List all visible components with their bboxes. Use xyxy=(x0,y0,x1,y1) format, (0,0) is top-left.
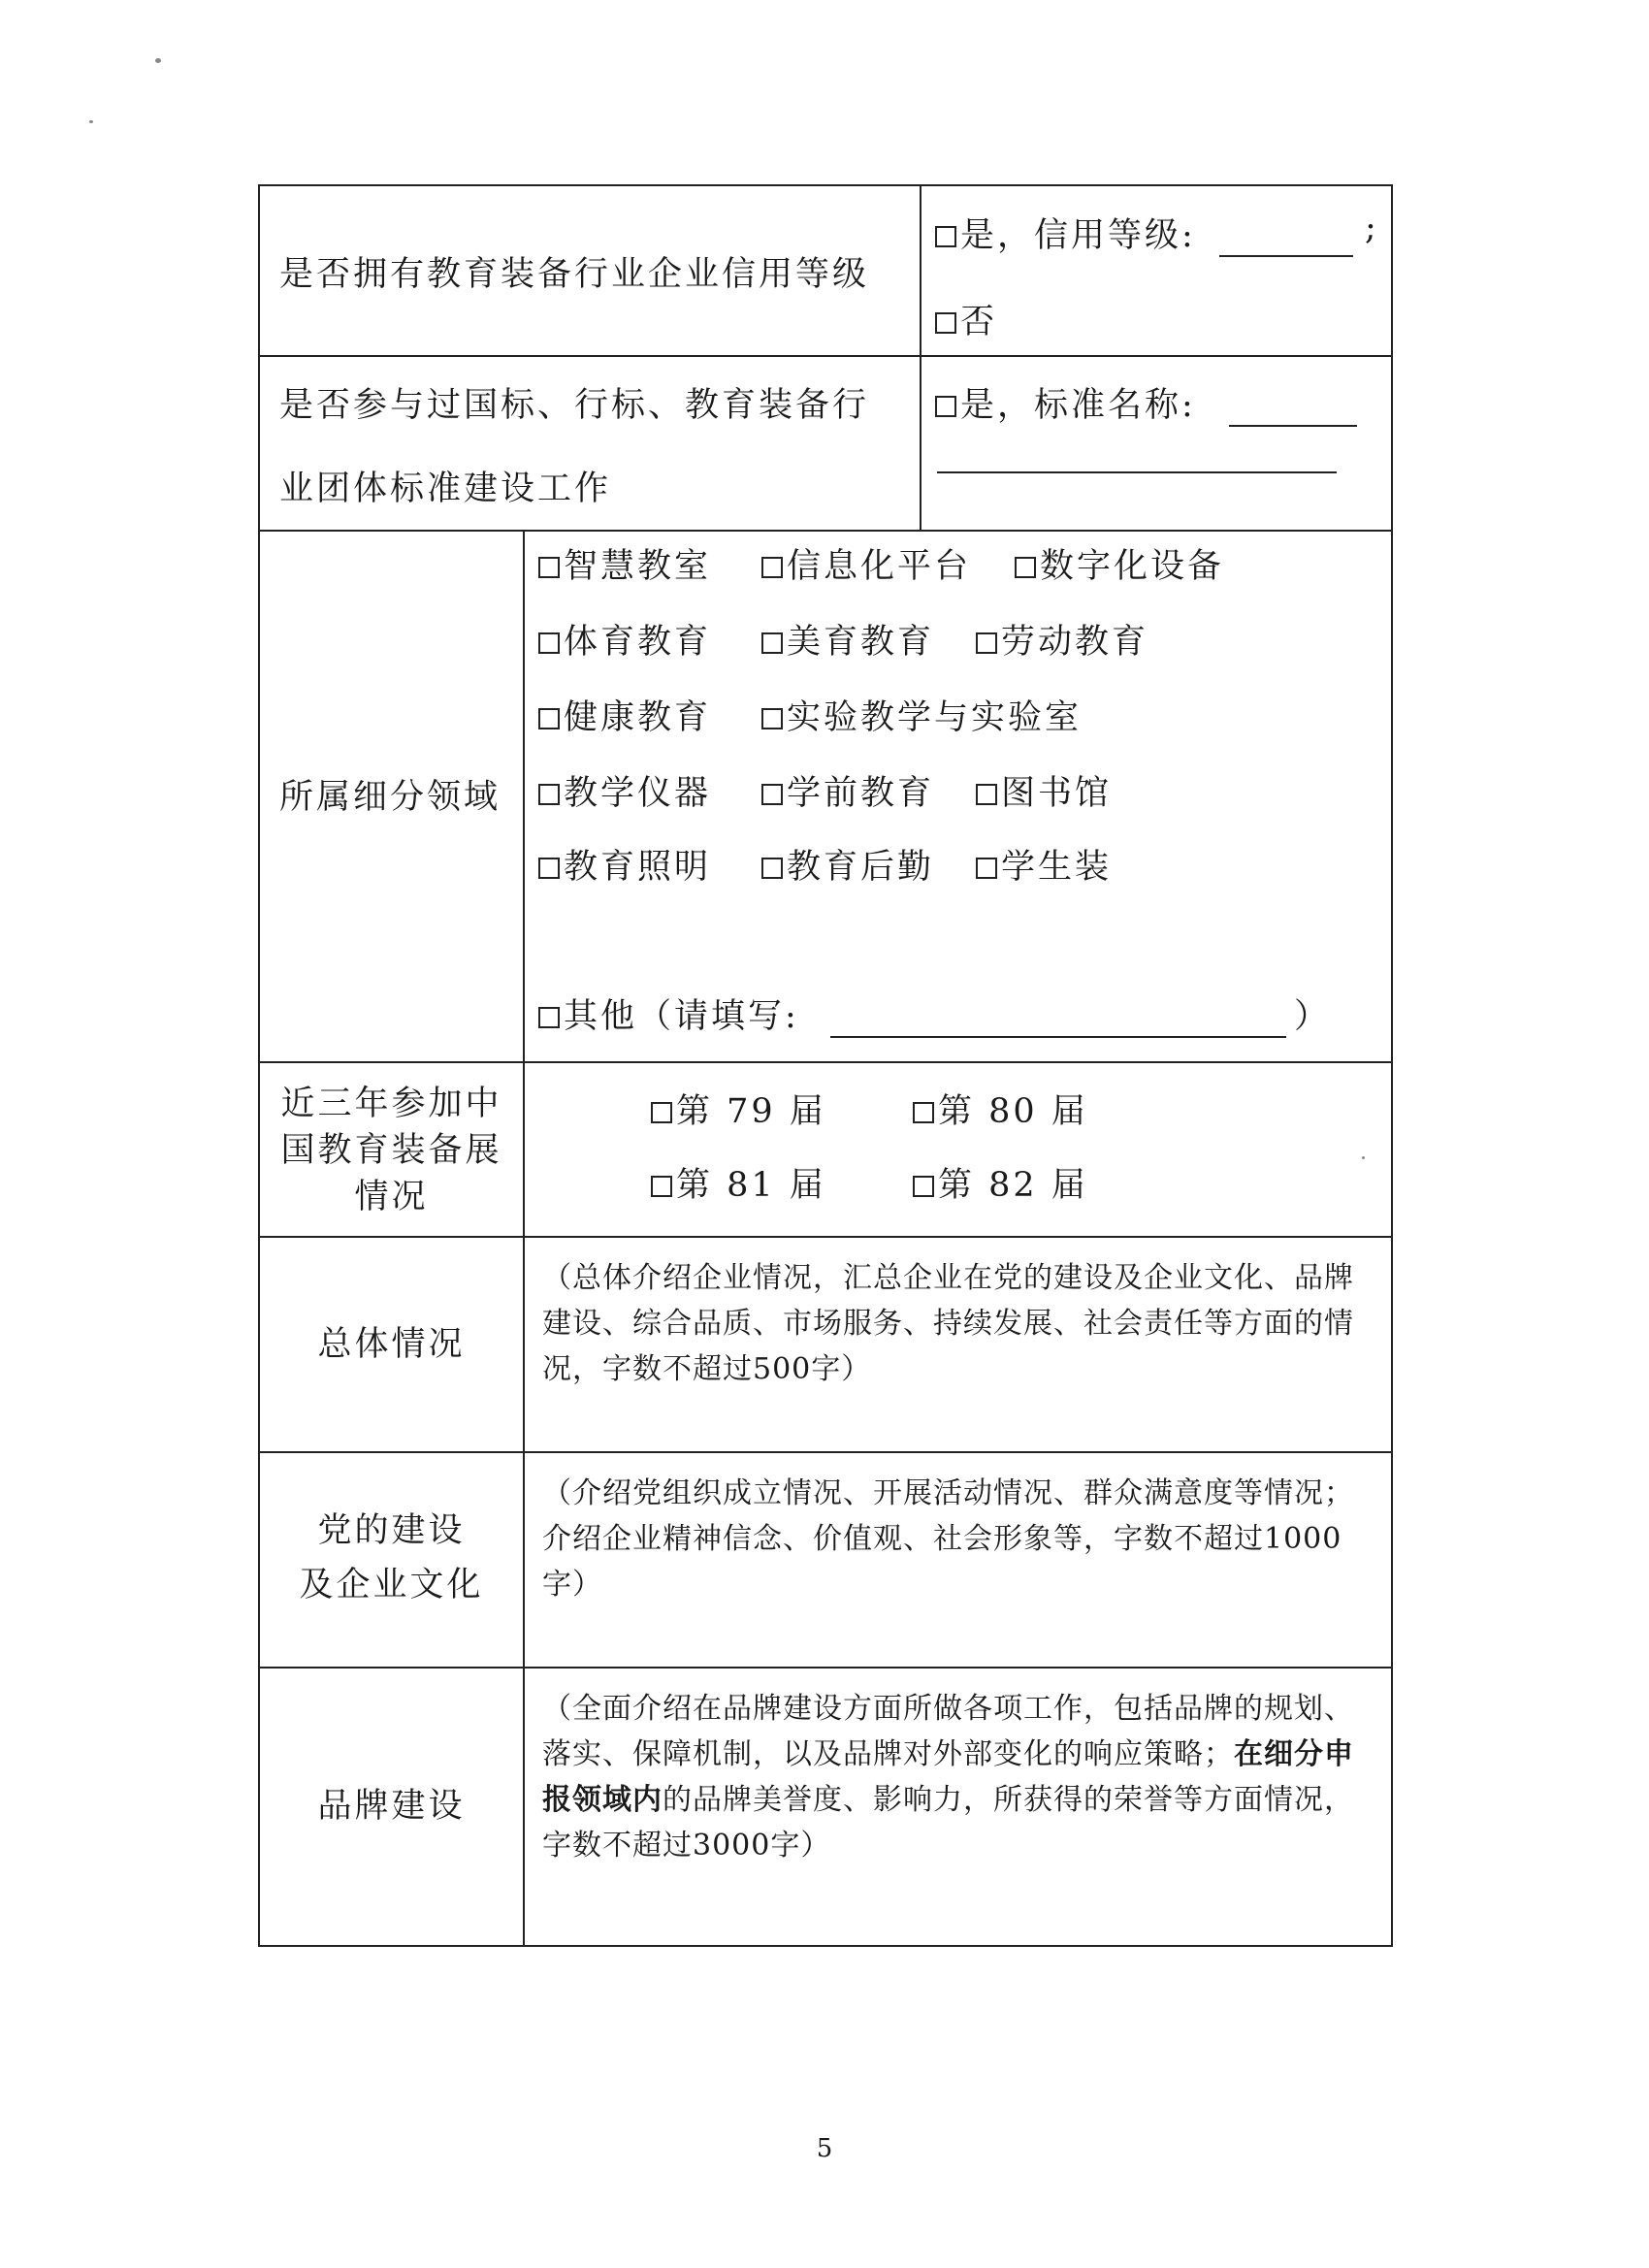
row-expo xyxy=(260,1063,1391,1238)
field-label: 所属细分领域 xyxy=(279,778,501,817)
checkbox-icon[interactable] xyxy=(913,1176,934,1197)
party-label-line2: 及企业文化 xyxy=(299,1566,484,1604)
option-expo-80[interactable]: 第 80 届 xyxy=(913,1085,1088,1133)
row-brand xyxy=(260,1669,1391,1945)
checkbox-icon[interactable] xyxy=(538,784,560,805)
scan-speck xyxy=(1362,1156,1365,1159)
checkbox-icon[interactable] xyxy=(976,632,997,654)
expo-label-line2: 国教育装备展 xyxy=(280,1131,502,1170)
checkbox-icon[interactable] xyxy=(935,226,956,247)
checkbox-icon[interactable] xyxy=(761,784,783,805)
brand-input-cell[interactable] xyxy=(525,1669,1391,1945)
checkbox-icon[interactable] xyxy=(538,557,560,578)
checkbox-icon[interactable] xyxy=(913,1102,934,1123)
credit-yes-option[interactable]: 是，信用等级: xyxy=(935,209,1353,257)
option-lab-teaching[interactable]: 实验教学与实验室 xyxy=(761,691,1082,739)
option-info-platform[interactable]: 信息化平台 xyxy=(761,539,971,588)
option-art-education[interactable]: 美育教育 xyxy=(761,615,934,664)
option-expo-79[interactable]: 第 79 届 xyxy=(651,1085,826,1133)
row-credit-rating xyxy=(260,186,1391,357)
option-logistics[interactable]: 教育后勤 xyxy=(761,840,934,889)
option-health-education[interactable]: 健康教育 xyxy=(538,691,711,739)
credit-end-mark: ; xyxy=(1365,209,1379,247)
row-overall xyxy=(260,1238,1391,1453)
standard-label-line2: 业团体标准建设工作 xyxy=(279,470,612,508)
checkbox-icon[interactable] xyxy=(976,784,997,805)
brand-instruction-emphasis: 在细分申报领域内 xyxy=(542,1737,1354,1817)
option-lighting[interactable]: 教育照明 xyxy=(538,840,711,889)
row-standards xyxy=(260,357,1391,532)
checkbox-icon[interactable] xyxy=(761,858,783,879)
credit-level-input[interactable] xyxy=(1219,224,1353,257)
checkbox-icon[interactable] xyxy=(651,1102,672,1123)
field-options-cell xyxy=(525,532,1391,1061)
overall-label: 总体情况 xyxy=(317,1325,466,1364)
overall-label-cell xyxy=(260,1238,525,1451)
scan-speck xyxy=(89,120,93,123)
party-label-line1: 党的建设 xyxy=(317,1511,466,1550)
option-digital-device[interactable]: 数字化设备 xyxy=(1015,539,1224,588)
standard-label-cell xyxy=(260,357,922,530)
checkbox-icon[interactable] xyxy=(935,396,956,417)
standard-name-input[interactable] xyxy=(1229,394,1357,427)
field-label-cell xyxy=(260,532,525,1061)
checkbox-icon[interactable] xyxy=(651,1176,672,1197)
option-expo-81[interactable]: 第 81 届 xyxy=(651,1158,826,1207)
party-label-cell xyxy=(260,1453,525,1667)
expo-label-cell xyxy=(260,1063,525,1236)
checkbox-icon[interactable] xyxy=(538,1007,560,1028)
credit-label-cell xyxy=(260,186,922,355)
checkbox-icon[interactable] xyxy=(935,312,956,334)
credit-no-option[interactable]: 否 xyxy=(935,295,997,343)
scan-speck xyxy=(155,58,161,63)
checkbox-icon[interactable] xyxy=(538,858,560,879)
checkbox-icon[interactable] xyxy=(761,708,783,729)
checkbox-icon[interactable] xyxy=(1015,557,1036,578)
option-smart-classroom[interactable]: 智慧教室 xyxy=(538,539,711,588)
standard-options-cell xyxy=(922,357,1391,530)
credit-options-cell xyxy=(922,186,1391,355)
party-instruction: （介绍党组织成立情况、开展活动情况、群众满意度等情况；介绍企业精神信念、价值观、社会形象等，字数不超过1000字） xyxy=(542,1476,1354,1602)
expo-label-line1: 近三年参加中 xyxy=(280,1085,502,1123)
overall-input-cell[interactable] xyxy=(525,1238,1391,1451)
page-number: 5 xyxy=(816,2134,833,2163)
option-library[interactable]: 图书馆 xyxy=(976,766,1112,815)
party-input-cell[interactable] xyxy=(525,1453,1391,1667)
brand-label-cell xyxy=(260,1669,525,1945)
row-party-culture xyxy=(260,1453,1391,1669)
option-preschool[interactable]: 学前教育 xyxy=(761,766,934,815)
option-other[interactable]: 其他（请填写: ） xyxy=(538,989,1331,1038)
option-uniform[interactable]: 学生装 xyxy=(976,840,1112,889)
checkbox-icon[interactable] xyxy=(538,708,560,729)
checkbox-icon[interactable] xyxy=(538,632,560,654)
checkbox-icon[interactable] xyxy=(976,858,997,879)
option-expo-82[interactable]: 第 82 届 xyxy=(913,1158,1088,1207)
other-field-input[interactable] xyxy=(830,1005,1286,1038)
credit-label: 是否拥有教育装备行业企业信用等级 xyxy=(279,255,870,294)
option-labor-education[interactable]: 劳动教育 xyxy=(976,615,1148,664)
expo-label-line3: 情况 xyxy=(354,1178,429,1216)
standard-name-input-line2[interactable] xyxy=(937,470,1337,473)
checkbox-icon[interactable] xyxy=(761,632,783,654)
expo-options-cell xyxy=(525,1063,1391,1236)
option-teaching-instrument[interactable]: 教学仪器 xyxy=(538,766,711,815)
standard-yes-option[interactable]: 是，标准名称: xyxy=(935,378,1357,427)
brand-instruction: （全面介绍在品牌建设方面所做各项工作，包括品牌的规划、落实、保障机制，以及品牌对外部变化的响应策略；在细分申报领域内的品牌美誉度、影响力，所获得的荣誉等方面情况，字数不超过3000字） xyxy=(542,1692,1354,1863)
checkbox-icon[interactable] xyxy=(761,557,783,578)
standard-label-line1: 是否参与过国标、行标、教育装备行 xyxy=(279,386,870,425)
application-form-table xyxy=(258,184,1393,1947)
brand-label: 品牌建设 xyxy=(317,1787,466,1826)
option-sports-education[interactable]: 体育教育 xyxy=(538,615,711,664)
row-field xyxy=(260,532,1391,1063)
overall-instruction: （总体介绍企业情况，汇总企业在党的建设及企业文化、品牌建设、综合品质、市场服务、持续发展、社会责任等方面的情况，字数不超过500字） xyxy=(542,1261,1354,1386)
